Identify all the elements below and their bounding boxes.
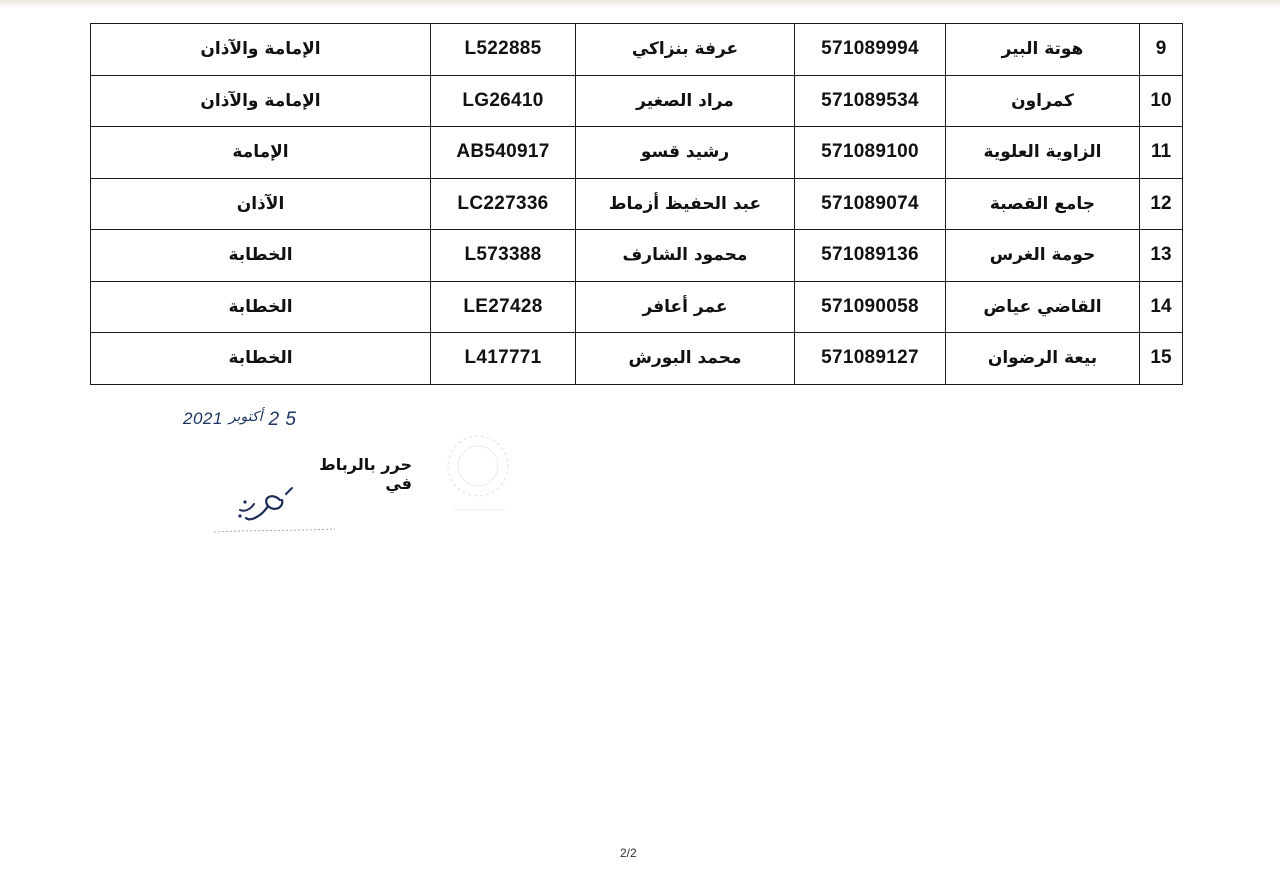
id-card-number-cell: L522885 (431, 24, 576, 76)
assignment-role-cell: الإمامة والآذان (91, 75, 431, 127)
page-number: 2/2 (620, 846, 637, 860)
mosque-code-cell: 571089994 (795, 24, 946, 76)
mosque-name-cell: حومة الغرس (946, 230, 1140, 282)
person-name-cell: عمر أعافر (576, 281, 795, 333)
person-name-cell: رشيد قسو (576, 127, 795, 179)
mosque-name-cell: جامع القصبة (946, 178, 1140, 230)
id-card-number-cell: AB540917 (431, 127, 576, 179)
assignment-role-cell: الخطابة (91, 333, 431, 385)
page-edge (0, 0, 1280, 8)
id-card-number-cell: LG26410 (431, 75, 576, 127)
row-number: 15 (1140, 333, 1183, 385)
table-row (91, 127, 1183, 179)
date-year: 2021 (183, 409, 223, 428)
mosque-code-cell: 571089127 (795, 333, 946, 385)
id-card-number-cell: L417771 (431, 333, 576, 385)
mosque-name-cell: هوتة البير (946, 24, 1140, 76)
faint-seal-stamp (438, 418, 518, 528)
row-number: 12 (1140, 178, 1183, 230)
person-name-cell: عرفة بنزاكي (576, 24, 795, 76)
mosque-name-cell: الزاوية العلوية (946, 127, 1140, 179)
staff-assignment-table (90, 23, 1183, 385)
id-card-number-cell: LC227336 (431, 178, 576, 230)
table-row (91, 178, 1183, 230)
row-number: 13 (1140, 230, 1183, 282)
person-name-cell: محمود الشارف (576, 230, 795, 282)
mosque-name-cell: بيعة الرضوان (946, 333, 1140, 385)
row-number: 9 (1140, 24, 1183, 76)
table-row (91, 230, 1183, 282)
mosque-name-cell: كمراون (946, 75, 1140, 127)
row-number: 14 (1140, 281, 1183, 333)
mosque-code-cell: 571089136 (795, 230, 946, 282)
id-card-number-cell: L573388 (431, 230, 576, 282)
mosque-name-cell: القاضي عياض (946, 281, 1140, 333)
assignment-role-cell: الآذان (91, 178, 431, 230)
person-name-cell: عبد الحفيظ أزماط (576, 178, 795, 230)
assignment-role-cell: الخطابة (91, 230, 431, 282)
table-row (91, 75, 1183, 127)
row-number: 10 (1140, 75, 1183, 127)
mosque-code-cell: 571090058 (795, 281, 946, 333)
mosque-code-cell: 571089074 (795, 178, 946, 230)
assignment-role-cell: الخطابة (91, 281, 431, 333)
handwritten-signature (210, 482, 340, 542)
date-month: أكتوبر (228, 409, 263, 425)
date-day: 2 5 (268, 409, 297, 430)
table-row (91, 281, 1183, 333)
mosque-code-cell: 571089100 (795, 127, 946, 179)
person-name-cell: محمد البورش (576, 333, 795, 385)
id-card-number-cell: LE27428 (431, 281, 576, 333)
assignment-role-cell: الإمامة (91, 127, 431, 179)
written-at-label: حرر بالرباط في (319, 455, 412, 493)
table-body (91, 24, 1183, 385)
assignment-role-cell: الإمامة والآذان (91, 24, 431, 76)
row-number: 11 (1140, 127, 1183, 179)
person-name-cell: مراد الصغير (576, 75, 795, 127)
table-row (91, 333, 1183, 385)
table-row (91, 24, 1183, 76)
date-stamp (183, 409, 296, 431)
mosque-code-cell: 571089534 (795, 75, 946, 127)
